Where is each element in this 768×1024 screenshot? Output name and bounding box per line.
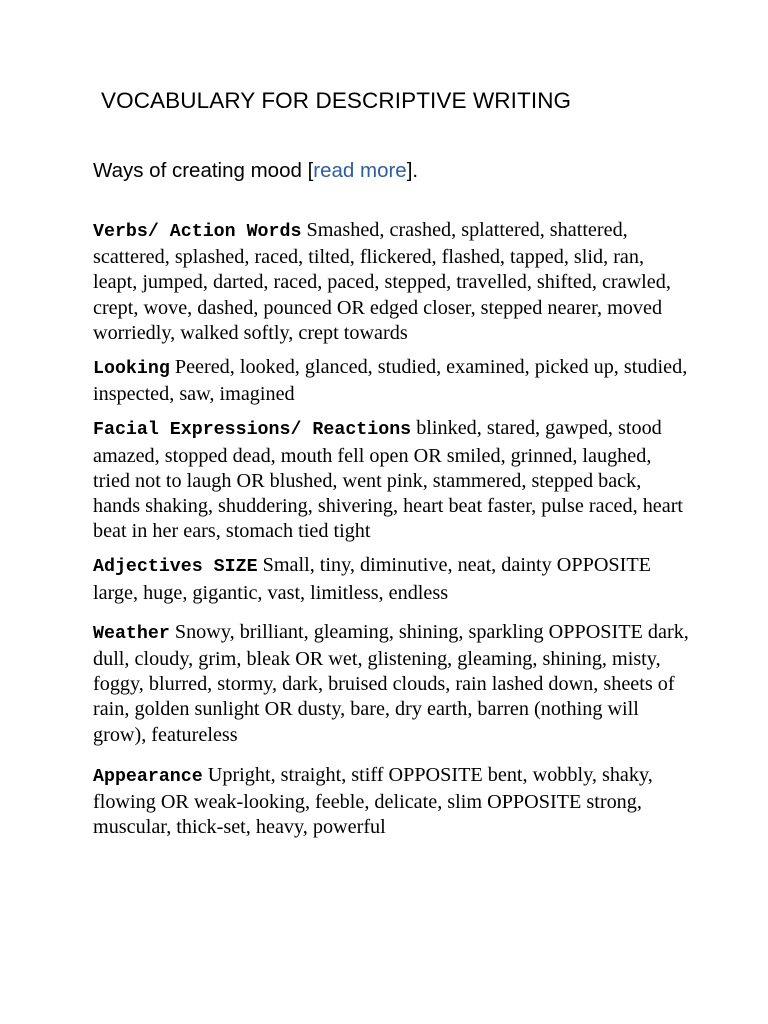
vocabulary-entry-adjectives-size	[93, 553, 693, 605]
entry-term: Appearance	[93, 766, 203, 787]
intro-text: Ways of creating mood [	[93, 159, 314, 182]
entry-term: Verbs/ Action Words	[93, 222, 302, 242]
entry-words: Snowy, brilliant, gleaming, shining, sparkling OPPOSITE dark, dull, cloudy, grim, bleak OR wet, glistening, gleaming, shining, misty, foggy, blurred, stormy, dark, bruised clouds, rain lashed down, sheets of rain, golden sunlight OR dusty, bare, dry earth, barren (nothing will grow), featureless	[93, 620, 689, 746]
vocabulary-entry-verbs	[93, 218, 693, 346]
read-more-link[interactable]: read more	[313, 159, 407, 182]
entry-term: Adjectives SIZE	[93, 557, 258, 578]
vocabulary-list	[93, 218, 693, 840]
vocabulary-entry-weather	[93, 620, 693, 748]
entry-term: Facial Expressions/ Reactions	[93, 420, 412, 441]
intro-text-end: ].	[406, 159, 419, 182]
vocabulary-entry-facial-expressions	[93, 416, 693, 544]
intro-line	[93, 157, 418, 185]
entry-words: Upright, straight, stiff OPPOSITE bent, wobbly, shaky, flowing OR weak-looking, feeble, delicate, slim OPPOSITE strong, muscular, thick-set, heavy, powerful	[93, 763, 653, 839]
entry-term: Weather	[93, 623, 170, 644]
entry-term: Looking	[93, 359, 170, 380]
vocabulary-entry-looking	[93, 355, 693, 407]
page-title: VOCABULARY FOR DESCRIPTIVE WRITING	[101, 88, 572, 113]
vocabulary-entry-appearance	[93, 763, 693, 841]
entry-words: Small, tiny, diminutive, neat, dainty OPPOSITE large, huge, gigantic, vast, limitless, endless	[93, 554, 652, 604]
entry-words: Smashed, crashed, splattered, shattered, scattered, splashed, raced, tilted, flickered, flashed, tapped, slid, ran, leapt, jumped, darted, raced, paced, stepped, travelled, shifted, crawled, crept, wove, dashed, pounced OR edged closer, stepped nearer, moved worriedly, walked softly, crept towards	[93, 219, 671, 344]
entry-words: Peered, looked, glanced, studied, examined, picked up, studied, inspected, saw, imagined	[93, 356, 688, 406]
entry-words: blinked, stared, gawped, stood amazed, stopped dead, mouth fell open OR smiled, grinned, laughed, tried not to laugh OR blushed, went pink, stammered, stepped back, hands shaking, shuddering, shivering, heart beat faster, pulse raced, heart beat in her ears, stomach tied tight	[93, 417, 684, 543]
